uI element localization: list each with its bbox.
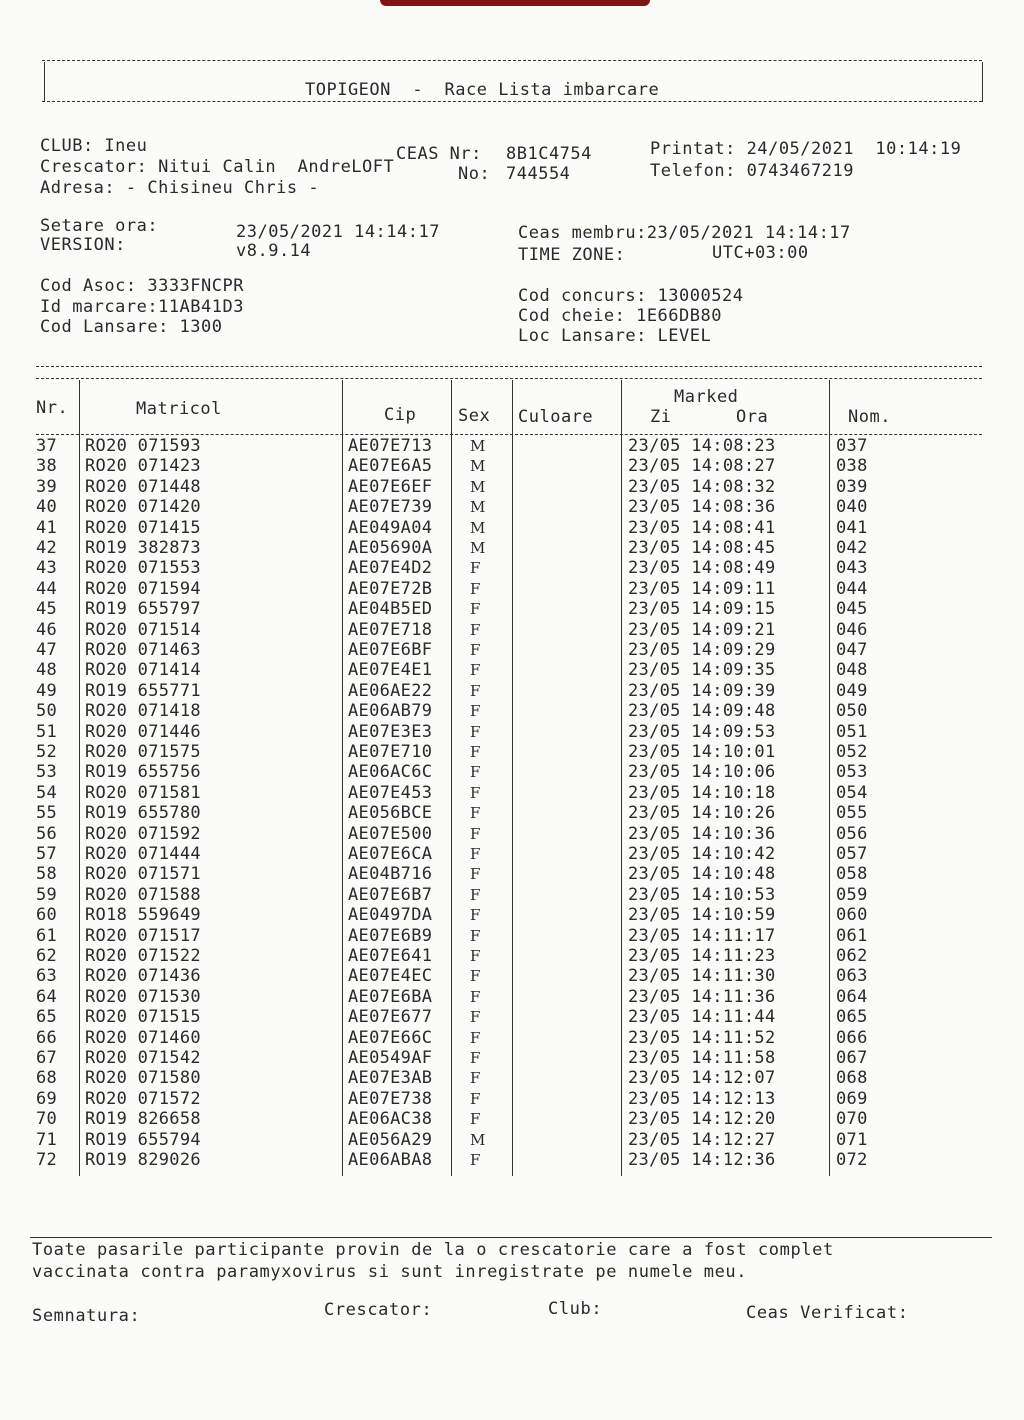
- cell-sex: F: [470, 1089, 481, 1108]
- cell-matricol: RO20 071514: [85, 619, 201, 640]
- cell-nr: 67: [36, 1048, 58, 1068]
- cell-matricol: RO20 071571: [85, 864, 201, 885]
- table-row: [0, 966, 1024, 986]
- cell-cip: AE07E6BF: [348, 640, 433, 660]
- cell-cip: AE07E6BA: [348, 986, 433, 1007]
- cell-cip: AE056BCE: [348, 803, 433, 824]
- cell-cip: AE07E739: [348, 497, 433, 518]
- cell-nom: 044: [836, 578, 868, 599]
- ceas-membru-line: Ceas membru:23/05/2021 14:14:17: [518, 223, 851, 243]
- cell-matricol: RO18 559649: [85, 905, 201, 926]
- cell-nr: 71: [36, 1129, 58, 1150]
- cell-nr: 48: [36, 660, 58, 681]
- cell-marked: 23/05 14:12:13: [628, 1088, 776, 1109]
- cell-cip: AE07E6B7: [348, 884, 433, 905]
- cell-sex: F: [470, 661, 481, 680]
- cell-cip: AE07E738: [348, 1088, 433, 1109]
- declaration-line-2: vaccinata contra paramyxovirus si sunt inregistrate pe numele meu.: [32, 1262, 748, 1282]
- cell-matricol: RO20 071530: [85, 986, 201, 1007]
- cell-sex: F: [470, 947, 481, 965]
- ceas-nr-label: CEAS Nr:: [396, 144, 482, 164]
- report-title: TOPIGEON - Race Lista imbarcare: [305, 80, 660, 100]
- cell-nr: 54: [36, 782, 58, 803]
- table-row: [0, 946, 1024, 966]
- cell-nr: 55: [36, 803, 58, 824]
- no-value: 744554: [506, 164, 571, 184]
- cell-nom: 055: [836, 803, 868, 824]
- cell-marked: 23/05 14:10:59: [628, 905, 776, 926]
- cell-cip: AE06AB79: [348, 701, 433, 722]
- crescator-signature-label: Crescator:: [324, 1300, 433, 1320]
- cell-nr: 45: [36, 599, 58, 620]
- cell-sex: F: [470, 1049, 481, 1067]
- cell-sex: F: [470, 763, 481, 782]
- cod-cheie-line: Cod cheie: 1E66DB80: [518, 306, 722, 326]
- cell-sex: F: [470, 967, 481, 986]
- cell-marked: 23/05 14:09:35: [628, 660, 776, 681]
- col-header-culoare: Culoare: [518, 407, 594, 427]
- cell-nr: 61: [36, 925, 58, 946]
- table-row: [0, 1028, 1024, 1048]
- cell-marked: 23/05 14:09:15: [628, 599, 776, 620]
- cell-sex: F: [470, 579, 481, 598]
- cell-cip: AE07E6B9: [348, 925, 433, 946]
- cell-nom: 049: [836, 680, 868, 701]
- cell-nr: 40: [36, 497, 58, 518]
- cell-nr: 63: [36, 966, 58, 987]
- table-row: [0, 783, 1024, 803]
- cell-matricol: RO20 071581: [85, 782, 201, 803]
- cell-sex: F: [470, 600, 481, 619]
- table-row: [0, 742, 1024, 762]
- cell-marked: 23/05 14:10:53: [628, 884, 776, 905]
- cell-matricol: RO20 071420: [85, 497, 201, 518]
- setare-ora-value: 23/05/2021 14:14:17: [236, 222, 440, 242]
- id-marcare-line: Id marcare:11AB41D3: [40, 297, 244, 317]
- cell-marked: 23/05 14:08:32: [628, 476, 776, 497]
- cell-sex: F: [470, 845, 481, 863]
- table-row: [0, 558, 1024, 578]
- cell-nom: 052: [836, 742, 868, 762]
- cell-matricol: RO20 071446: [85, 721, 201, 742]
- cell-nom: 057: [836, 844, 868, 864]
- cell-matricol: RO19 655780: [85, 803, 201, 824]
- cell-cip: AE07E6CA: [348, 844, 433, 864]
- table-row: [0, 620, 1024, 640]
- cell-sex: F: [470, 1028, 481, 1047]
- cell-nom: 071: [836, 1129, 868, 1150]
- cell-cip: AE049A04: [348, 517, 433, 538]
- cell-cip: AE07E710: [348, 742, 433, 762]
- cell-sex: M: [470, 539, 486, 557]
- table-row: [0, 538, 1024, 558]
- table-header-bottom-rule: [36, 434, 982, 435]
- cell-nr: 39: [36, 476, 58, 497]
- cell-cip: AE07E500: [348, 823, 433, 844]
- semnatura-label: Semnatura:: [32, 1306, 141, 1326]
- table-row: [0, 905, 1024, 925]
- cell-nr: 37: [36, 436, 58, 456]
- title-box-bottom-border: [42, 101, 982, 102]
- cell-sex: M: [470, 1130, 486, 1149]
- cell-matricol: RO19 382873: [85, 538, 201, 558]
- cell-marked: 23/05 14:11:17: [628, 925, 776, 946]
- cell-nom: 060: [836, 905, 868, 926]
- cell-sex: F: [470, 865, 481, 884]
- cell-cip: AE07E72B: [348, 578, 433, 599]
- table-row: [0, 477, 1024, 497]
- cell-nr: 47: [36, 640, 58, 660]
- cell-marked: 23/05 14:11:23: [628, 946, 776, 966]
- table-row: [0, 864, 1024, 884]
- col-header-zi: Zi: [650, 407, 672, 427]
- version-label: VERSION:: [40, 235, 126, 255]
- cell-sex: F: [470, 641, 481, 659]
- cell-matricol: RO20 071517: [85, 925, 201, 946]
- cell-cip: AE07E4EC: [348, 966, 433, 987]
- cell-marked: 23/05 14:10:48: [628, 864, 776, 885]
- cell-cip: AE07E713: [348, 436, 433, 456]
- table-row: [0, 1048, 1024, 1068]
- table-top-rule: [36, 366, 982, 367]
- cell-matricol: RO20 071436: [85, 966, 201, 987]
- cell-sex: F: [470, 783, 481, 802]
- cell-nom: 048: [836, 660, 868, 681]
- ceas-nr-value: 8B1C4754: [506, 144, 592, 164]
- cell-cip: AE07E4D2: [348, 558, 433, 579]
- cell-nr: 69: [36, 1088, 58, 1109]
- cell-matricol: RO20 071593: [85, 436, 201, 456]
- cell-sex: F: [470, 702, 481, 721]
- cell-sex: M: [470, 498, 486, 517]
- cell-matricol: RO20 071423: [85, 456, 201, 477]
- cell-marked: 23/05 14:08:45: [628, 538, 776, 558]
- cell-sex: F: [470, 743, 481, 761]
- cell-sex: F: [470, 1008, 481, 1027]
- cell-matricol: RO20 071463: [85, 640, 201, 660]
- cell-marked: 23/05 14:10:36: [628, 823, 776, 844]
- cell-marked: 23/05 14:08:41: [628, 517, 776, 538]
- cell-cip: AE06AE22: [348, 680, 433, 701]
- cell-cip: AE07E6A5: [348, 456, 433, 477]
- cell-cip: AE07E3AB: [348, 1068, 433, 1089]
- cell-matricol: RO20 071594: [85, 578, 201, 599]
- cell-nom: 058: [836, 864, 868, 885]
- time-zone-label: TIME ZONE:: [518, 245, 626, 265]
- cell-nr: 70: [36, 1109, 58, 1130]
- ceas-verificat-label: Ceas Verificat:: [746, 1303, 909, 1323]
- cell-cip: AE07E6EF: [348, 476, 433, 497]
- title-box-right-border: [982, 62, 983, 102]
- cell-matricol: RO20 071415: [85, 517, 201, 538]
- cell-nom: 043: [836, 558, 868, 579]
- cell-nr: 43: [36, 558, 58, 579]
- cell-nom: 059: [836, 884, 868, 905]
- table-row: [0, 926, 1024, 946]
- table-row: [0, 1130, 1024, 1150]
- cell-marked: 23/05 14:12:20: [628, 1109, 776, 1130]
- cell-nom: 063: [836, 966, 868, 987]
- loc-lansare-line: Loc Lansare: LEVEL: [518, 326, 712, 346]
- cell-nr: 62: [36, 946, 58, 966]
- cell-marked: 23/05 14:09:53: [628, 721, 776, 742]
- cell-cip: AE07E718: [348, 619, 433, 640]
- cell-nom: 038: [836, 456, 868, 477]
- cell-matricol: RO20 071572: [85, 1088, 201, 1109]
- version-value: v8.9.14: [236, 241, 312, 261]
- table-header-rule: [36, 378, 982, 379]
- cell-matricol: RO20 071575: [85, 742, 201, 762]
- table-row: [0, 518, 1024, 538]
- cell-nr: 64: [36, 986, 58, 1007]
- cell-cip: AE07E4E1: [348, 660, 433, 681]
- cell-nr: 66: [36, 1027, 58, 1048]
- cell-nr: 50: [36, 701, 58, 722]
- cell-nom: 039: [836, 476, 868, 497]
- cell-matricol: RO19 655771: [85, 680, 201, 701]
- table-row: [0, 762, 1024, 782]
- table-row: [0, 660, 1024, 680]
- cell-nom: 054: [836, 782, 868, 803]
- cell-nr: 60: [36, 905, 58, 926]
- cell-nom: 040: [836, 497, 868, 518]
- cell-marked: 23/05 14:11:44: [628, 1007, 776, 1028]
- cell-marked: 23/05 14:11:30: [628, 966, 776, 987]
- cell-nom: 050: [836, 701, 868, 722]
- cell-cip: AE07E66C: [348, 1027, 433, 1048]
- paper-edge-mark: [380, 0, 650, 6]
- cell-nr: 72: [36, 1150, 58, 1170]
- cell-matricol: RO20 071460: [85, 1027, 201, 1048]
- cell-marked: 23/05 14:10:06: [628, 762, 776, 783]
- cell-nom: 046: [836, 619, 868, 640]
- cell-nr: 57: [36, 844, 58, 864]
- title-box-left-border: [44, 62, 45, 102]
- cell-marked: 23/05 14:09:29: [628, 640, 776, 660]
- cell-nom: 056: [836, 823, 868, 844]
- title-box-top-border: [42, 60, 982, 61]
- cell-nom: 067: [836, 1048, 868, 1068]
- cell-cip: AE06AC38: [348, 1109, 433, 1130]
- cell-matricol: RO20 071448: [85, 476, 201, 497]
- cell-sex: M: [470, 437, 486, 455]
- col-header-marked: Marked: [674, 387, 739, 407]
- table-row: [0, 844, 1024, 864]
- cell-sex: M: [470, 457, 486, 476]
- table-row: [0, 436, 1024, 456]
- table-row: [0, 1150, 1024, 1170]
- cell-nr: 42: [36, 538, 58, 558]
- telefon-line: Telefon: 0743467219: [650, 161, 854, 181]
- cell-cip: AE07E453: [348, 782, 433, 803]
- cell-matricol: RO20 071414: [85, 660, 201, 681]
- cell-matricol: RO19 826658: [85, 1109, 201, 1130]
- cell-marked: 23/05 14:11:52: [628, 1027, 776, 1048]
- cell-nom: 037: [836, 436, 868, 456]
- cell-nom: 061: [836, 925, 868, 946]
- cell-cip: AE07E3E3: [348, 721, 433, 742]
- no-label: No:: [458, 164, 491, 184]
- table-row: [0, 1089, 1024, 1109]
- col-header-sex: Sex: [458, 406, 491, 426]
- cell-matricol: RO20 071418: [85, 701, 201, 722]
- cell-matricol: RO19 655797: [85, 599, 201, 620]
- cell-sex: F: [470, 1151, 481, 1169]
- cell-nr: 38: [36, 456, 58, 477]
- table-row: [0, 803, 1024, 823]
- cell-nr: 46: [36, 619, 58, 640]
- cell-marked: 23/05 14:10:42: [628, 844, 776, 864]
- cell-matricol: RO20 071588: [85, 884, 201, 905]
- cell-cip: AE06ABA8: [348, 1150, 433, 1170]
- cell-sex: F: [470, 804, 481, 823]
- cell-matricol: RO20 071592: [85, 823, 201, 844]
- cod-asoc-line: Cod Asoc: 3333FNCPR: [40, 276, 244, 296]
- cell-nom: 069: [836, 1088, 868, 1109]
- cell-matricol: RO20 071553: [85, 558, 201, 579]
- cell-marked: 23/05 14:10:18: [628, 782, 776, 803]
- cell-sex: F: [470, 722, 481, 741]
- cell-nom: 062: [836, 946, 868, 966]
- cell-marked: 23/05 14:09:11: [628, 578, 776, 599]
- table-row: [0, 987, 1024, 1007]
- club-line: CLUB: Ineu: [40, 136, 148, 156]
- cell-cip: AE04B5ED: [348, 599, 433, 620]
- table-row: [0, 824, 1024, 844]
- cell-cip: AE0549AF: [348, 1048, 433, 1068]
- cell-nom: 068: [836, 1068, 868, 1089]
- table-row: [0, 497, 1024, 517]
- col-header-matricol: Matricol: [136, 399, 222, 419]
- col-header-ora: Ora: [736, 407, 769, 427]
- table-row: [0, 456, 1024, 476]
- cell-sex: F: [470, 559, 481, 578]
- adresa-line: Adresa: - Chisineu Chris -: [40, 178, 320, 198]
- cell-marked: 23/05 14:08:23: [628, 436, 776, 456]
- table-row: [0, 885, 1024, 905]
- declaration-line-1: Toate pasarile participante provin de la o crescatorie care a fost complet: [32, 1240, 834, 1260]
- cell-sex: F: [470, 1110, 481, 1129]
- table-row: [0, 722, 1024, 742]
- time-zone-value: UTC+03:00: [712, 243, 809, 263]
- club-signature-label: Club:: [548, 1299, 603, 1319]
- cell-nr: 56: [36, 823, 58, 844]
- cell-nom: 041: [836, 517, 868, 538]
- table-row: [0, 1007, 1024, 1027]
- cod-concurs-line: Cod concurs: 13000524: [518, 286, 744, 306]
- cell-nr: 44: [36, 578, 58, 599]
- col-header-nom: Nom.: [848, 407, 891, 427]
- cell-nr: 68: [36, 1068, 58, 1089]
- cell-sex: F: [470, 906, 481, 925]
- cell-cip: AE06AC6C: [348, 762, 433, 783]
- cell-nom: 065: [836, 1007, 868, 1028]
- table-row: [0, 701, 1024, 721]
- cell-marked: 23/05 14:11:36: [628, 986, 776, 1007]
- cell-cip: AE07E677: [348, 1007, 433, 1028]
- cell-marked: 23/05 14:09:39: [628, 680, 776, 701]
- setare-ora-label: Setare ora:: [40, 216, 159, 236]
- cell-matricol: RO20 071444: [85, 844, 201, 864]
- cell-sex: M: [470, 477, 486, 496]
- cell-marked: 23/05 14:12:27: [628, 1129, 776, 1150]
- cell-nr: 49: [36, 680, 58, 701]
- col-header-nr: Nr.: [36, 398, 69, 418]
- cell-nr: 53: [36, 762, 58, 783]
- cell-marked: 23/05 14:12:07: [628, 1068, 776, 1089]
- cell-sex: F: [470, 885, 481, 904]
- cell-sex: F: [470, 824, 481, 843]
- cell-marked: 23/05 14:09:48: [628, 701, 776, 722]
- cell-matricol: RO20 071515: [85, 1007, 201, 1028]
- cell-nom: 042: [836, 538, 868, 558]
- cell-matricol: RO20 071580: [85, 1068, 201, 1089]
- table-row: [0, 1109, 1024, 1129]
- cell-sex: F: [470, 1069, 481, 1088]
- cell-cip: AE056A29: [348, 1129, 433, 1150]
- footer-rule: [30, 1237, 992, 1238]
- cell-nom: 045: [836, 599, 868, 620]
- cell-cip: AE05690A: [348, 538, 433, 558]
- crescator-line: Crescator: Nitui Calin AndreLOFT: [40, 157, 395, 177]
- cell-nr: 59: [36, 884, 58, 905]
- table-row: [0, 579, 1024, 599]
- cell-nom: 072: [836, 1150, 868, 1170]
- table-row: [0, 599, 1024, 619]
- cell-nom: 051: [836, 721, 868, 742]
- cell-sex: F: [470, 681, 481, 700]
- cell-cip: AE04B716: [348, 864, 433, 885]
- cell-matricol: RO19 829026: [85, 1150, 201, 1170]
- cell-nom: 070: [836, 1109, 868, 1130]
- cell-nr: 65: [36, 1007, 58, 1028]
- cell-nom: 064: [836, 986, 868, 1007]
- cell-nom: 066: [836, 1027, 868, 1048]
- cell-marked: 23/05 14:09:21: [628, 619, 776, 640]
- cell-cip: AE0497DA: [348, 905, 433, 926]
- cell-marked: 23/05 14:12:36: [628, 1150, 776, 1170]
- cell-nom: 053: [836, 762, 868, 783]
- cell-sex: F: [470, 926, 481, 945]
- cell-marked: 23/05 14:08:27: [628, 456, 776, 477]
- cell-marked: 23/05 14:08:36: [628, 497, 776, 518]
- table-row: [0, 1068, 1024, 1088]
- cell-sex: M: [470, 518, 486, 537]
- cell-matricol: RO20 071542: [85, 1048, 201, 1068]
- cell-cip: AE07E641: [348, 946, 433, 966]
- cell-nr: 58: [36, 864, 58, 885]
- cell-sex: F: [470, 987, 481, 1006]
- cell-nr: 52: [36, 742, 58, 762]
- printat-line: Printat: 24/05/2021 10:14:19: [650, 139, 962, 159]
- cell-matricol: RO19 655794: [85, 1129, 201, 1150]
- table-row: [0, 640, 1024, 660]
- col-header-cip: Cip: [384, 405, 417, 425]
- cell-marked: 23/05 14:10:26: [628, 803, 776, 824]
- cell-sex: F: [470, 620, 481, 639]
- cell-nr: 41: [36, 517, 58, 538]
- cell-marked: 23/05 14:08:49: [628, 558, 776, 579]
- cell-matricol: RO19 655756: [85, 762, 201, 783]
- cell-nr: 51: [36, 721, 58, 742]
- table-row: [0, 681, 1024, 701]
- cell-marked: 23/05 14:10:01: [628, 742, 776, 762]
- cell-marked: 23/05 14:11:58: [628, 1048, 776, 1068]
- cell-matricol: RO20 071522: [85, 946, 201, 966]
- cell-nom: 047: [836, 640, 868, 660]
- cod-lansare-line: Cod Lansare: 1300: [40, 317, 223, 337]
